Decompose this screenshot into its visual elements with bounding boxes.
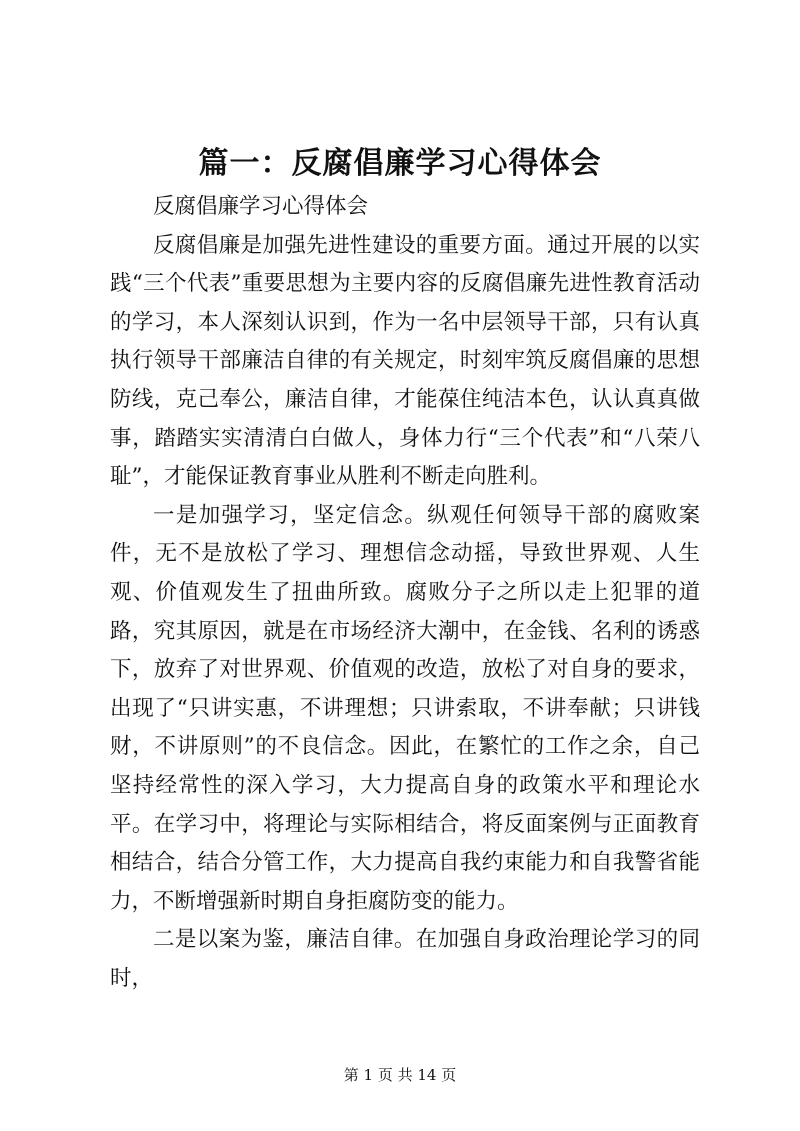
paragraph-point-one: 一是加强学习，坚定信念。纵观任何领导干部的腐败案件，无不是放松了学习、理想信念动摇，导致世界观、人生观、价值观发生了扭曲所致。腐败分子之所以走上犯罪的道路，究其原因，就是在市场经济大潮中，在金钱、名利的诱惑下，放弃了对世界观、价值观的改造，放松了对自身的要求，出现了“只讲实惠，不讲理想；只讲索取，不讲奉献；只讲钱财，不讲原则”的不良信念。因此，在繁忙的工作之余，自己坚持经常性的深入学习，大力提高自身的政策水平和理论水平。在学习中，将理论与实际相结合，将反面案例与正面教育相结合，结合分管工作，大力提高自我约束能力和自我警省能力，不断增强新时期自身拒腐防变的能力。: [110, 502, 700, 914]
paragraph-point-two: 二是以案为鉴，廉洁自律。在加强自身政治理论学习的同时，: [110, 927, 700, 991]
paragraph-subtitle: 反腐倡廉学习心得体会: [153, 194, 369, 219]
paragraph-intro: 反腐倡廉是加强先进性建设的重要方面。通过开展的以实践“三个代表”重要思想为主要内容的反腐倡廉先进性教育活动的学习，本人深刻认识到，作为一名中层领导干部，只有认真执行领导干部廉洁自律的有关规定，时刻牢筑反腐倡廉的思想防线，克己奉公，廉洁自律，才能葆住纯洁本色，认认真真做事，踏踏实实清清白白做人，身体力行“三个代表”和“八荣八耻”，才能保证教育事业从胜利不断走向胜利。: [110, 232, 700, 490]
page-footer: 第 1 页 共 14 页: [343, 1066, 457, 1084]
document-body: [110, 188, 700, 998]
document-title: 篇一：反腐倡廉学习心得体会: [198, 146, 602, 181]
